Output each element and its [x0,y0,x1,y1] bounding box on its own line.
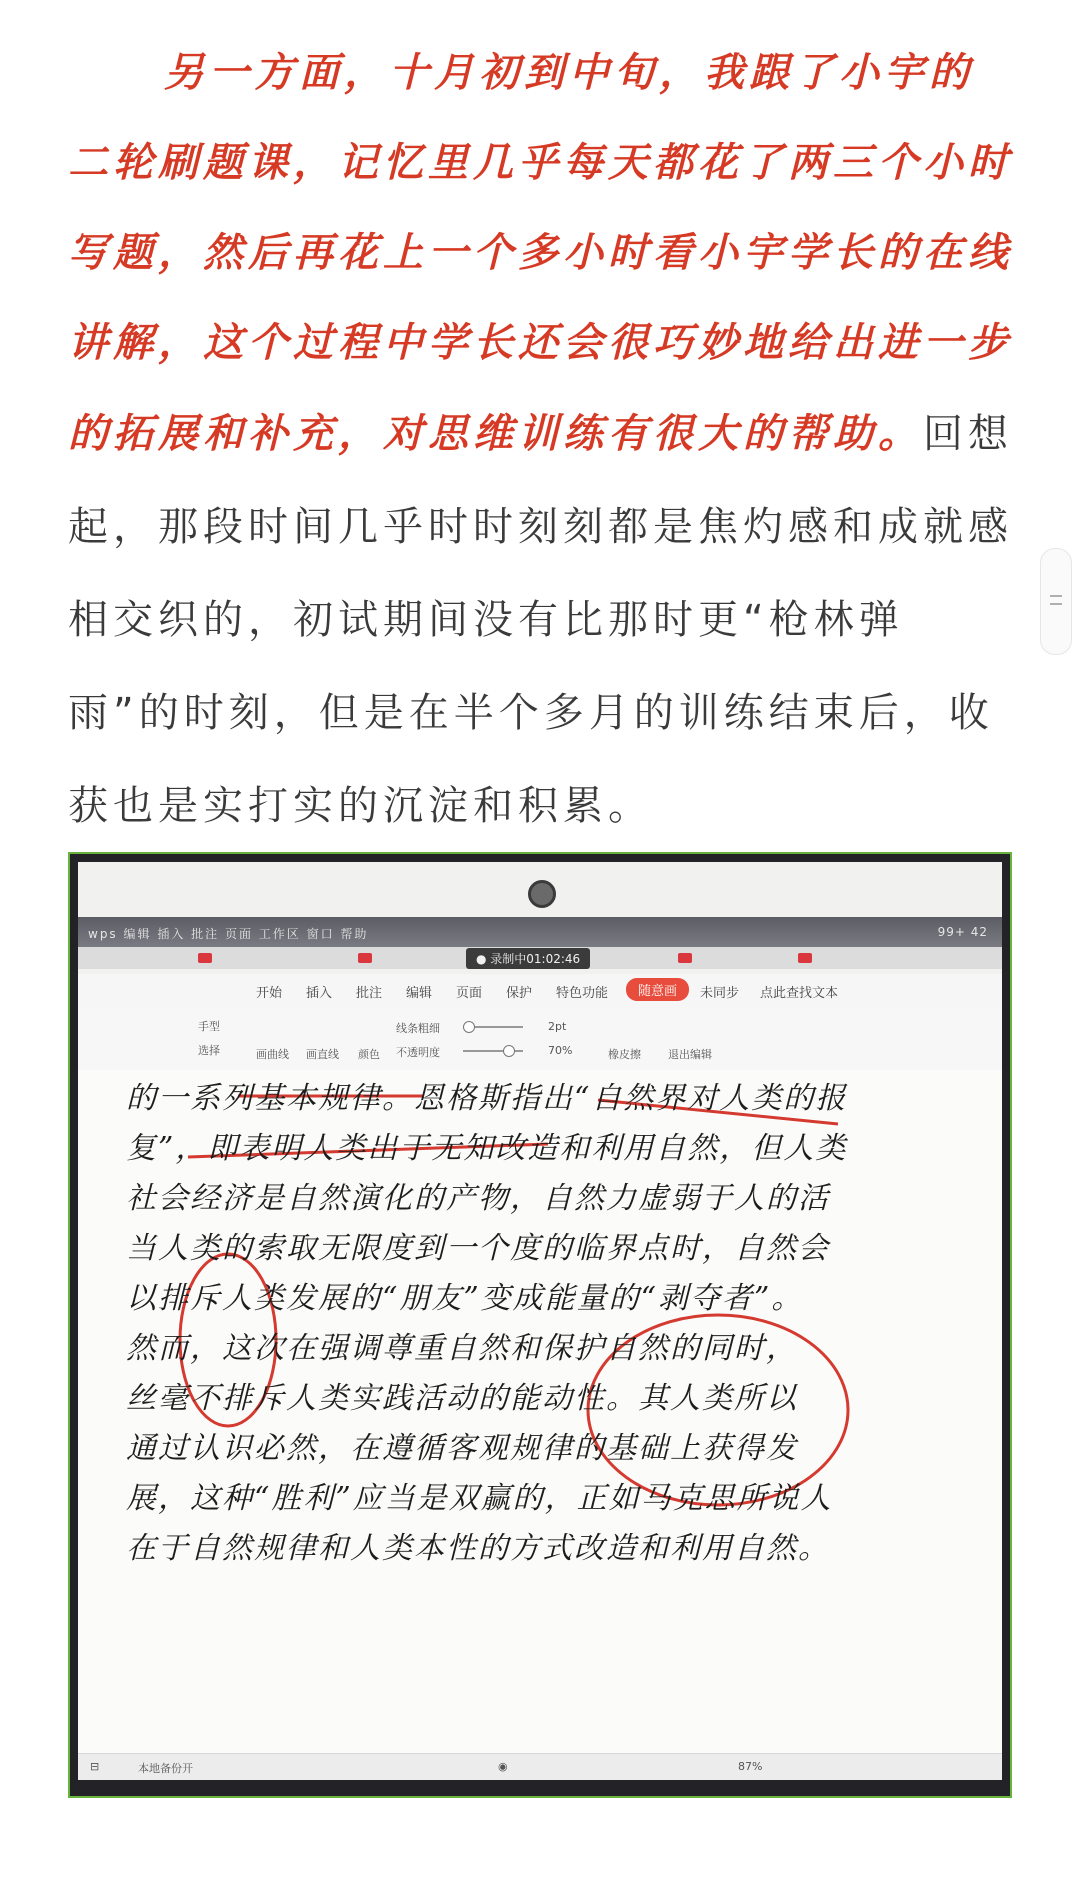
laptop-screen [78,862,1002,1780]
opacity-label: 不透明度 [396,1046,440,1059]
grip-line-icon [1050,603,1062,605]
article-photo [68,852,1012,1798]
tab-edit[interactable]: 编辑 [406,986,433,1001]
handwriting-line: 在于自然规律和人类本性的方式改造和利用自然。 [126,1531,830,1566]
backup-status[interactable]: 本地备份开 [138,1762,193,1775]
tab-freehand[interactable]: 随意画 [626,978,689,1001]
handwriting-line: 当人类的索取无限度到一个度的临界点时，自然会 [126,1231,830,1266]
line-thickness-label: 线条粗细 [396,1022,440,1035]
zoom-level[interactable]: 87% [738,1760,763,1773]
tab-protect[interactable]: 保护 [506,986,533,1001]
scroll-handle[interactable] [1040,548,1072,655]
view-mode-icon[interactable]: ◉ [498,1760,508,1773]
exit-edit-button[interactable]: 退出编辑 [668,1048,712,1061]
handwritten-text [126,1074,856,1574]
handwriting-line: 丝毫不排斥人类实践活动的能动性。其人类所以 [126,1381,798,1416]
handwriting-line: 然而，这次在强调尊重自然和保护自然的同时， [126,1331,798,1366]
menu-items: wps 编辑 插入 批注 页面 工作区 窗口 帮助 [88,927,369,941]
color-tool[interactable]: 颜色 [358,1048,380,1061]
handwriting-line: 复”，即表明人类出于无知改造和利用自然，但人类 [126,1131,848,1166]
article-body [68,28,1013,853]
sidebar-toggle-icon[interactable]: ⊟ [90,1760,100,1773]
select-tool[interactable]: 选择 [198,1044,220,1057]
line-tool[interactable]: 画直线 [306,1048,339,1061]
eraser-tool[interactable]: 橡皮擦 [608,1048,641,1061]
grip-line-icon [1050,595,1062,597]
handwriting-line: 的一系列基本规律。恩格斯指出“自然界对人类的报 [126,1081,848,1116]
search-text[interactable]: 点此查找文本 [760,986,839,1001]
recording-indicator: ● 录制中01:02:46 [466,948,590,969]
tab-features[interactable]: 特色功能 [556,986,609,1001]
status-icons: 99+ 42 [937,925,988,939]
tab-page[interactable]: 页面 [456,986,483,1001]
handwriting-line: 社会经济是自然演化的产物，自然力虚弱于人的活 [126,1181,830,1216]
normal-text: 回想起，那段时间几乎时时刻刻都是焦灼感和成就感相交织的，初试期间没有比那时更“枪林弹雨”的时刻，但是在半个多月的训练结束后，收获也是实打实的沉淀和积累。 [68,411,1013,829]
opacity-value[interactable]: 70% [548,1044,573,1057]
tab-comment[interactable]: 批注 [356,986,383,1001]
tab-insert[interactable]: 插入 [306,986,333,1001]
size-value[interactable]: 2pt [548,1020,567,1033]
tab-home[interactable]: 开始 [256,986,283,1001]
handwriting-line: 通过认识必然，在遵循客观规律的基础上获得发 [126,1431,798,1466]
highlighted-paragraph [68,28,1013,853]
hand-tool[interactable]: 手型 [198,1020,220,1033]
status-bar [78,1753,1002,1780]
sync-status[interactable]: 未同步 [700,986,740,1001]
highlight-text: 另一方面，十月初到中旬，我跟了小宇的二轮刷题课，记忆里几乎每天都花了两三个小时写题，然后再花上一个多小时看小宇学长的在线讲解，这个过程中学长还会很巧妙地给出进一步的拓展和补充，对思维训练有很大的帮助。 [68,50,1013,457]
curve-tool[interactable]: 画曲线 [256,1048,289,1061]
handwriting-line: 以排斥人类发展的“朋友”变成能量的“剥夺者”。 [126,1281,804,1316]
handwriting-line: 展，这种“胜利”应当是双赢的，正如马克思所说人 [126,1481,833,1516]
